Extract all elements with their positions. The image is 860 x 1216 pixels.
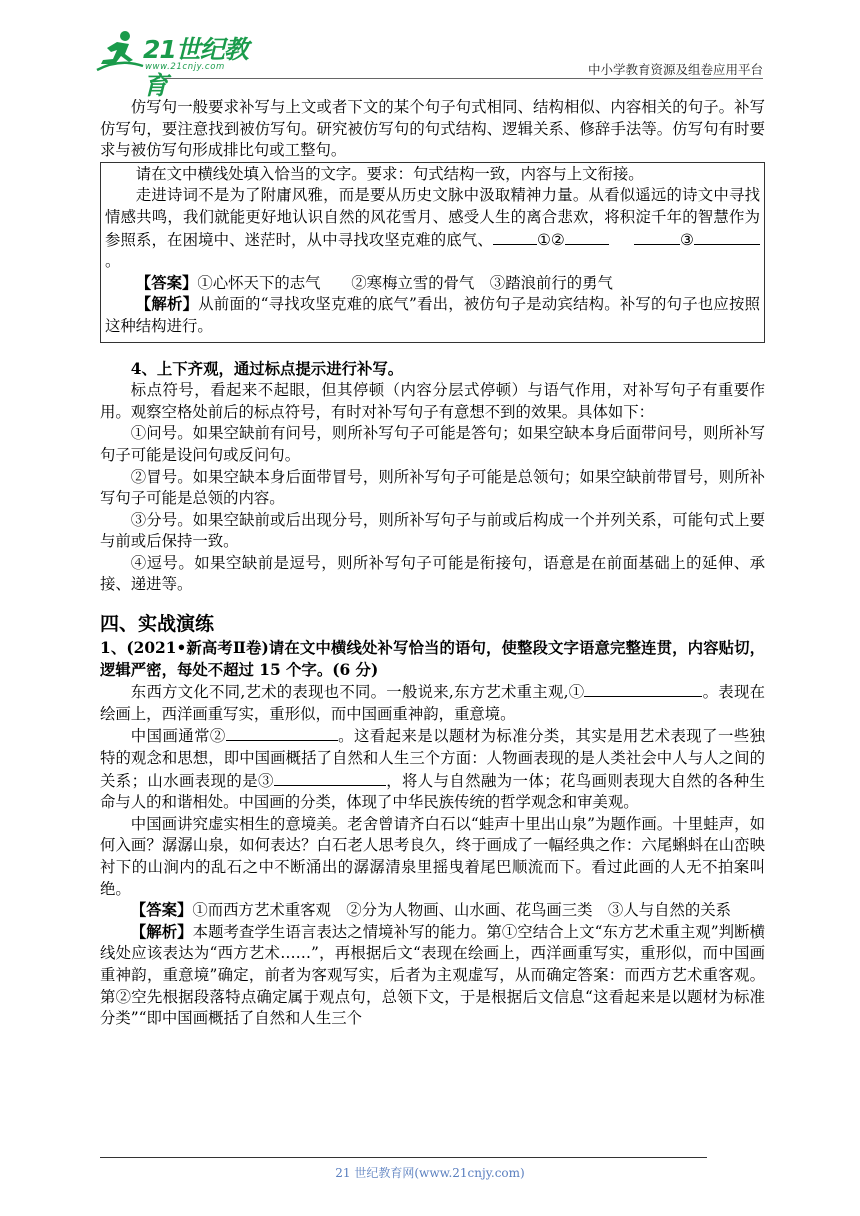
blank-2-marker: ② — [550, 230, 565, 249]
blank-q3 — [274, 770, 386, 786]
header-divider — [165, 78, 763, 79]
q-answer-label: 【答案】 — [130, 901, 193, 920]
intro-paragraph: 仿写句一般要求补写与上文或者下文的某个句子句式相同、结构相似、内容相关的句子。补写仿写句，要注意找到被仿写句。研究被仿写句的句式结构、逻辑关系、修辞手法等。仿写句有时要求与被仿写句形成排比句或工整句。 — [100, 98, 765, 160]
analysis-label: 【解析】 — [135, 295, 199, 314]
footer-divider — [100, 1157, 707, 1158]
blank-1-line — [493, 229, 537, 245]
question-paragraph-2 — [100, 725, 765, 813]
answer-label: 【答案】 — [135, 273, 198, 292]
passage-end: 。 — [105, 252, 121, 271]
example-prompt: 请在文中横线处填入恰当的文字。要求：句式结构一致，内容与上文衔接。 — [135, 164, 644, 183]
analysis-text: 从前面的“寻找攻坚克难的底气”看出，被仿句子是动宾结构。补写的句子也应按照这种结构进行。 — [105, 295, 760, 335]
section-title: 四、实战演练 — [100, 613, 215, 636]
main-content — [100, 97, 765, 1030]
example-analysis — [105, 294, 760, 337]
q-analysis-text: 本题考查学生语言表达之情境补写的能力。第①空结合上文“东方艺术重主观”判断横线处应该表达为“西方艺术……”，再根据后文“表现在绘画上，西洋画重写实，重形似，而中国画重神韵，重意境”确定，前者为客观写实，后者为主观虚写，从而确定答案：而西方艺术重客观。第②空先根据段落特点确定属于观点句，总领下文，于是根据后文信息“这看起来是以题材为标准分类”“即中国画概括了自然和人生三个 — [100, 922, 765, 1028]
q-analysis-label: 【解析】 — [130, 922, 193, 941]
runner-logo-icon — [95, 30, 145, 74]
example-box — [100, 162, 765, 343]
p2-text-c: ，将人与自然融为一体；花鸟画则表现大自然的各种生命与人的和谐相处。中国画的分类，体现了中华民族传统的哲学观念和审美观。 — [100, 771, 765, 812]
question-paragraph-3: 中国画讲究虚实相生的意境美。老舍曾请齐白石以“蛙声十里出山泉”为题作画。十里蛙声，如何入画？潺潺山泉，如何表达？白石老人思考良久，终于画成了一幅经典之作：六尾蝌蚪在山峦映衬下的山涧内的乱石之中不断涌出的潺潺清泉里摇曳着尾巴顺流而下。看过此画的人无不拍案叫绝。 — [100, 814, 765, 898]
blank-q1 — [584, 681, 702, 697]
question-answer — [100, 900, 765, 922]
example-answer — [105, 273, 760, 295]
footer-link[interactable]: 21 世纪教育网(www.21cnjy.com) — [335, 1166, 525, 1180]
blank-2-line-a — [565, 229, 609, 245]
blank-1-marker: ① — [536, 230, 551, 249]
question-paragraph-1 — [100, 681, 765, 725]
p1-text-a: 东西方文化不同,艺术的表现也不同。一般说来,东方艺术重主观,① — [130, 683, 585, 702]
point4-item-semicolon: ③分号。如果空缺前或后出现分号，则所补写句子与前或后构成一个并列关系，可能句式上要与前或后保持一致。 — [100, 510, 765, 551]
point4-item-question: ①问号。如果空缺前有问号，则所补写句子可能是答句；如果空缺本身后面带问号，则所补写句子可能是设问句或反问句。 — [100, 424, 765, 464]
passage-text: 走进诗词不是为了附庸风雅，而是要从历史文脉中汲取精神力量。从看似遥远的诗文中寻找情感共鸣，我们就能更好地认识自然的风花雪月、感受人生的离合悲欢，将积淀千年的智慧作为参照系，在困境中、迷茫时，从中寻找攻坚克难的底气、 — [105, 186, 760, 249]
blank-2-line-b — [634, 229, 680, 245]
blank-3-line — [694, 229, 760, 245]
site-logo[interactable] — [95, 28, 265, 100]
question-1-title: 1、(2021•新高考Ⅱ卷)请在文中横线处补写恰当的语句，使整段文字语意完整连贯，内容贴切，逻辑严密，每处不超过 15 个字。(6 分) — [100, 639, 765, 679]
point4-item-comma: ④逗号。如果空缺前是逗号，则所补写句子可能是衔接句，语意是在前面基础上的延伸、承接、递进等。 — [100, 553, 765, 594]
p2-text-b: 。这看起来是以题材为标准分类，其实是用艺术表现了一些独特的观念和思想，即中国画概括了自然和人生三个方面：人物画表现的是人类社会中人与人之间的关系；山水画表现的是③ — [100, 727, 765, 790]
example-passage — [105, 185, 760, 272]
point4-title: 4、上下齐观，通过标点提示进行补写。 — [130, 359, 404, 378]
blank-3-marker: ③ — [679, 230, 694, 249]
p1-text-b: 。表现在绘画上，西洋画重写实，重形似，而中国画重神韵，重意境。 — [100, 683, 765, 723]
point4-item-colon: ②冒号。如果空缺本身后面带冒号，则所补写句子可能是总领句；如果空缺前带冒号，则所补写句子可能是总领的内容。 — [100, 467, 765, 508]
logo-url: www.21cnjy.com — [145, 62, 225, 72]
answer-text: ①心怀天下的志气 ②寒梅立雪的骨气 ③踏浪前行的勇气 — [197, 273, 613, 292]
blank-q2 — [226, 725, 338, 741]
p2-text-a: 中国画通常② — [130, 727, 226, 746]
question-analysis — [100, 922, 765, 1030]
logo-text: 21世纪教育 — [143, 35, 248, 100]
spacer — [100, 343, 765, 359]
page-header — [95, 28, 763, 100]
point4-paragraph: 标点符号，看起来不起眼，但其停顿（内容分层式停顿）与语气作用，对补写句子有重要作用。观察空格处前后的标点符号，有时对补写句子有意想不到的效果。具体如下： — [100, 381, 765, 421]
q-answer-text: ①而西方艺术重客观 ②分为人物画、山水画、花鸟画三类 ③人与自然的关系 — [192, 901, 732, 920]
header-tagline: 中小学教育资源及组卷应用平台 — [587, 62, 763, 77]
